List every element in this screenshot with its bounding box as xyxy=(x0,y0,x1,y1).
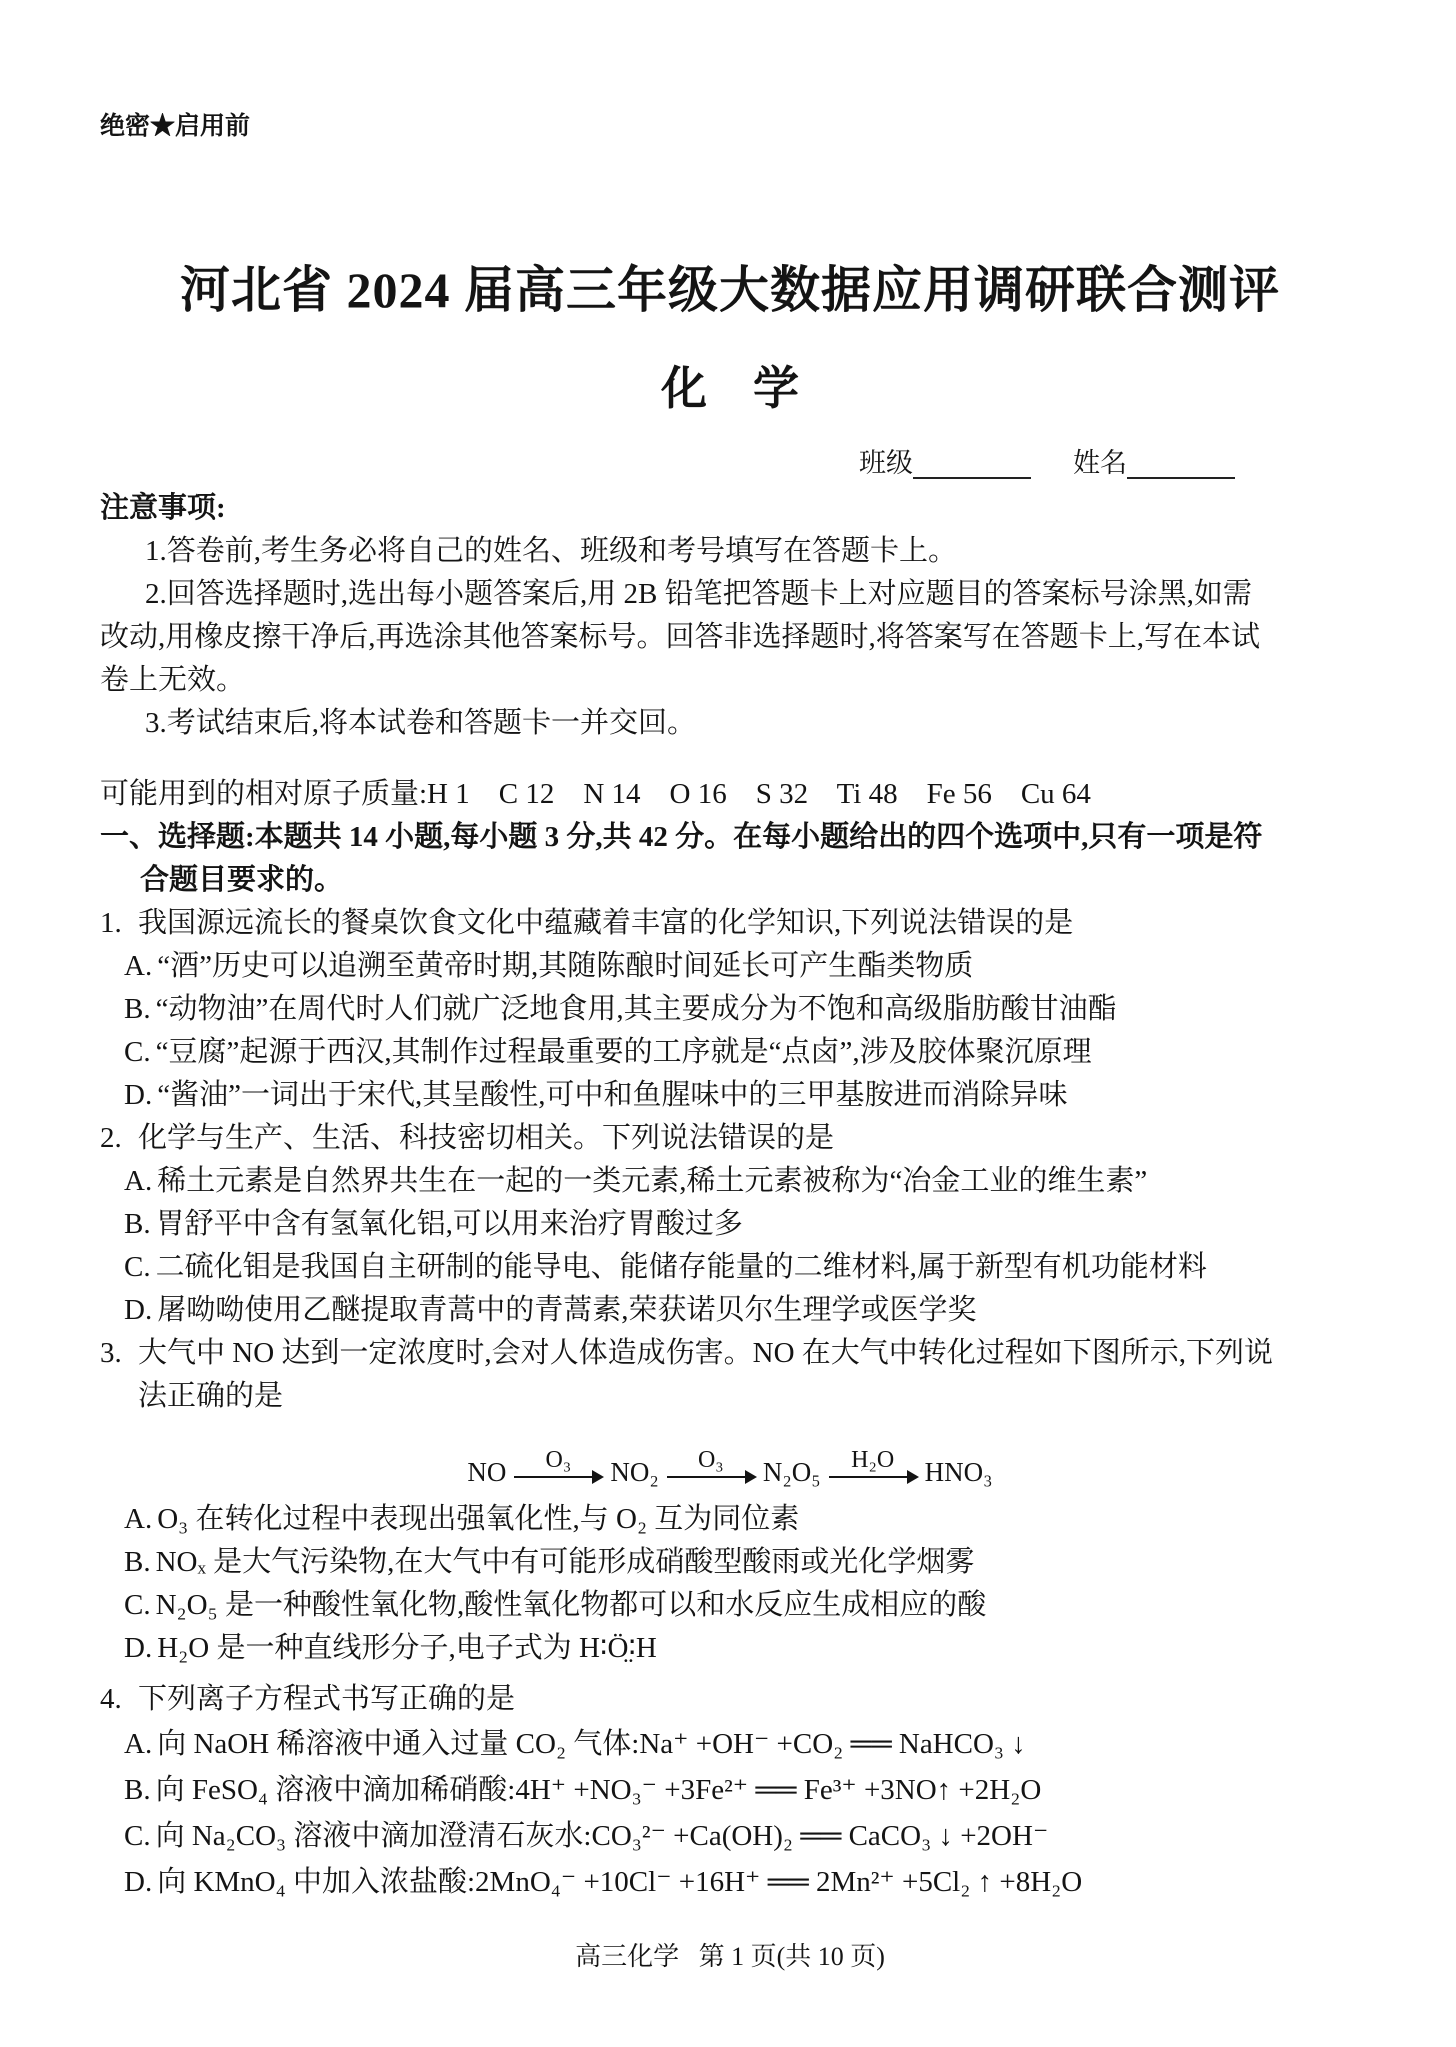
diagram-arrow-2-label: O₃ xyxy=(697,1447,724,1473)
question-3 xyxy=(100,1332,1360,1670)
option-text: 稀土元素是自然界共生在一起的一类元素,稀土元素被称为“冶金工业的维生素” xyxy=(157,1165,1148,1197)
diagram-arrow-3 xyxy=(829,1448,917,1488)
no-conversion-diagram xyxy=(100,1432,1360,1488)
diagram-arrow-1 xyxy=(514,1448,602,1488)
option-label: C. xyxy=(124,1036,151,1068)
atomic-mass-line: 可能用到的相对原子质量:H 1 C 12 N 14 O 16 S 32 Ti 48 Fe 56 Cu 64 xyxy=(100,778,1091,810)
option-text: 胃舒平中含有氢氧化铝,可以用来治疗胃酸过多 xyxy=(155,1208,743,1240)
question-4-option-a xyxy=(124,1721,1360,1767)
option-text: O₃ 在转化过程中表现出强氧化性,与 O₂ 互为同位素 xyxy=(157,1503,800,1535)
question-1-option-b xyxy=(124,988,1360,1031)
question-2-stem-row xyxy=(100,1117,1360,1160)
class-label: 班级 xyxy=(859,448,913,478)
page-footer: 高三化学 第 1 页(共 10 页) xyxy=(575,1942,885,1971)
question-1-option-c xyxy=(124,1031,1360,1074)
question-3-stem-line-1: 大气中 NO 达到一定浓度时,会对人体造成伤害。NO 在大气中转化过程如下图所示,下列说 xyxy=(138,1337,1274,1369)
notice-item-2-cont-2: 卷上无效。 xyxy=(100,664,246,696)
option-text: NOₓ 是大气污染物,在大气中有可能形成硝酸型酸雨或光化学烟雾 xyxy=(155,1546,975,1578)
right-arrow-icon xyxy=(514,1476,602,1478)
question-3-option-d xyxy=(124,1627,1360,1670)
notice-heading: 注意事项: xyxy=(100,492,226,524)
option-label: D. xyxy=(124,1866,153,1898)
option-label: C. xyxy=(124,1251,151,1283)
question-2-option-c xyxy=(124,1246,1360,1289)
diagram-arrow-2 xyxy=(667,1448,755,1488)
diagram-species-no: NO xyxy=(467,1457,507,1487)
option-label: D. xyxy=(124,1632,153,1664)
question-4 xyxy=(100,1678,1360,1905)
option-label: A. xyxy=(124,1503,153,1535)
option-label: B. xyxy=(124,1546,151,1578)
question-4-option-c xyxy=(124,1813,1360,1859)
question-2-options xyxy=(100,1160,1360,1332)
question-1 xyxy=(100,902,1360,1117)
option-text: 向 FeSO₄ 溶液中滴加稀硝酸:4H⁺ +NO₃⁻ +3Fe²⁺ ══ Fe³⁺ +3NO↑ +2H₂O xyxy=(155,1774,1042,1806)
option-text: 二硫化钼是我国自主研制的能导电、能储存能量的二维材料,属于新型有机功能材料 xyxy=(155,1251,1207,1283)
option-label: D. xyxy=(124,1079,153,1111)
question-4-option-d xyxy=(124,1859,1360,1905)
question-4-options xyxy=(100,1721,1360,1905)
question-1-options xyxy=(100,945,1360,1117)
name-label: 姓名 xyxy=(1073,448,1127,478)
question-4-option-b xyxy=(124,1767,1360,1813)
question-1-number: 1. xyxy=(100,907,122,939)
option-text: N₂O₅ 是一种酸性氧化物,酸性氧化物都可以和水反应生成相应的酸 xyxy=(155,1589,987,1621)
option-label: B. xyxy=(124,1774,151,1806)
option-text: 向 NaOH 稀溶液中通入过量 CO₂ 气体:Na⁺ +OH⁻ +CO₂ ══ NaHCO₃ ↓ xyxy=(157,1728,1026,1760)
security-classification: 绝密★启用前 xyxy=(100,113,251,140)
option-text: 屠呦呦使用乙醚提取青蒿中的青蒿素,荣获诺贝尔生理学或医学奖 xyxy=(157,1294,977,1326)
question-3-stem-line-2: 法正确的是 xyxy=(138,1380,284,1412)
question-2 xyxy=(100,1117,1360,1332)
option-text: 向 KMnO₄ 中加入浓盐酸:2MnO₄⁻ +10Cl⁻ +16H⁺ ══ 2Mn²⁺ +5Cl₂ ↑ +8H₂O xyxy=(157,1866,1083,1898)
question-2-option-a xyxy=(124,1160,1360,1203)
option-label: B. xyxy=(124,993,151,1025)
question-2-number: 2. xyxy=(100,1122,122,1154)
option-text: “动物油”在周代时人们就广泛地食用,其主要成分为不饱和高级脂肪酸甘油酯 xyxy=(155,993,1117,1025)
diagram-species-hno3: HNO₃ xyxy=(924,1457,993,1487)
name-blank-line xyxy=(1127,447,1235,479)
notice-item-2: 2.回答选择题时,选出每小题答案后,用 2B 铅笔把答题卡上对应题目的答案标号涂黑,如需 xyxy=(145,578,1252,610)
diagram-species-n2o5: N₂O₅ xyxy=(762,1457,821,1487)
notice-item-2-cont-1: 改动,用橡皮擦干净后,再选涂其他答案标号。回答非选择题时,将答案写在答题卡上,写在本试 xyxy=(100,621,1261,653)
question-3-options xyxy=(100,1498,1360,1670)
option-label: D. xyxy=(124,1294,153,1326)
question-3-option-b xyxy=(124,1541,1360,1584)
question-3-option-a xyxy=(124,1498,1360,1541)
option-text: H₂O 是一种直线形分子,电子式为 H∶Ö̤∶H xyxy=(157,1632,657,1664)
diagram-arrow-3-label: H₂O xyxy=(851,1447,895,1473)
option-text: 向 Na₂CO₃ 溶液中滴加澄清石灰水:CO₃²⁻ +Ca(OH)₂ ══ CaCO₃ ↓ +2OH⁻ xyxy=(155,1820,1049,1852)
question-2-option-d xyxy=(124,1289,1360,1332)
option-text: “豆腐”起源于西汉,其制作过程最重要的工序就是“点卤”,涉及胶体聚沉原理 xyxy=(155,1036,1092,1068)
question-4-stem-row xyxy=(100,1678,1360,1721)
option-text: “酱油”一词出于宋代,其呈酸性,可中和鱼腥味中的三甲基胺进而消除异味 xyxy=(157,1079,1068,1111)
student-info-row xyxy=(100,447,1360,479)
notice-item-1: 1.答卷前,考生务必将自己的姓名、班级和考号填写在答题卡上。 xyxy=(145,535,958,567)
class-blank-line xyxy=(913,447,1031,479)
question-2-stem: 化学与生产、生活、科技密切相关。下列说法错误的是 xyxy=(138,1122,835,1154)
question-1-option-a xyxy=(124,945,1360,988)
option-label: A. xyxy=(124,1165,153,1197)
section-heading-line-1: 一、选择题:本题共 14 小题,每小题 3 分,共 42 分。在每小题给出的四个选项中,只有一项是符 xyxy=(100,821,1263,853)
class-field xyxy=(859,447,1031,479)
option-text: “酒”历史可以追溯至黄帝时期,其随陈酿时间延长可产生酯类物质 xyxy=(157,950,974,982)
diagram-species-no2: NO₂ xyxy=(610,1457,659,1487)
subject-title: 化 学 xyxy=(661,363,799,414)
option-label: C. xyxy=(124,1820,151,1852)
section-heading-line-2: 合题目要求的。 xyxy=(140,864,344,896)
question-1-stem: 我国源远流长的餐桌饮食文化中蕴藏着丰富的化学知识,下列说法错误的是 xyxy=(138,907,1074,939)
notice-item-3: 3.考试结束后,将本试卷和答题卡一并交回。 xyxy=(145,707,697,739)
question-3-stem-row xyxy=(100,1332,1360,1418)
question-2-option-b xyxy=(124,1203,1360,1246)
question-4-number: 4. xyxy=(100,1683,122,1715)
option-label: A. xyxy=(124,1728,153,1760)
option-label: A. xyxy=(124,950,153,982)
name-field xyxy=(1073,447,1235,479)
right-arrow-icon xyxy=(829,1476,917,1478)
question-3-number: 3. xyxy=(100,1337,122,1369)
option-label: B. xyxy=(124,1208,151,1240)
exam-title: 河北省 2024 届高三年级大数据应用调研联合测评 xyxy=(180,262,1280,318)
right-arrow-icon xyxy=(667,1476,755,1478)
diagram-arrow-1-label: O₃ xyxy=(545,1447,572,1473)
question-4-stem: 下列离子方程式书写正确的是 xyxy=(138,1683,516,1715)
question-1-stem-row xyxy=(100,902,1360,945)
question-3-option-c xyxy=(124,1584,1360,1627)
option-label: C. xyxy=(124,1589,151,1621)
question-1-option-d xyxy=(124,1074,1360,1117)
